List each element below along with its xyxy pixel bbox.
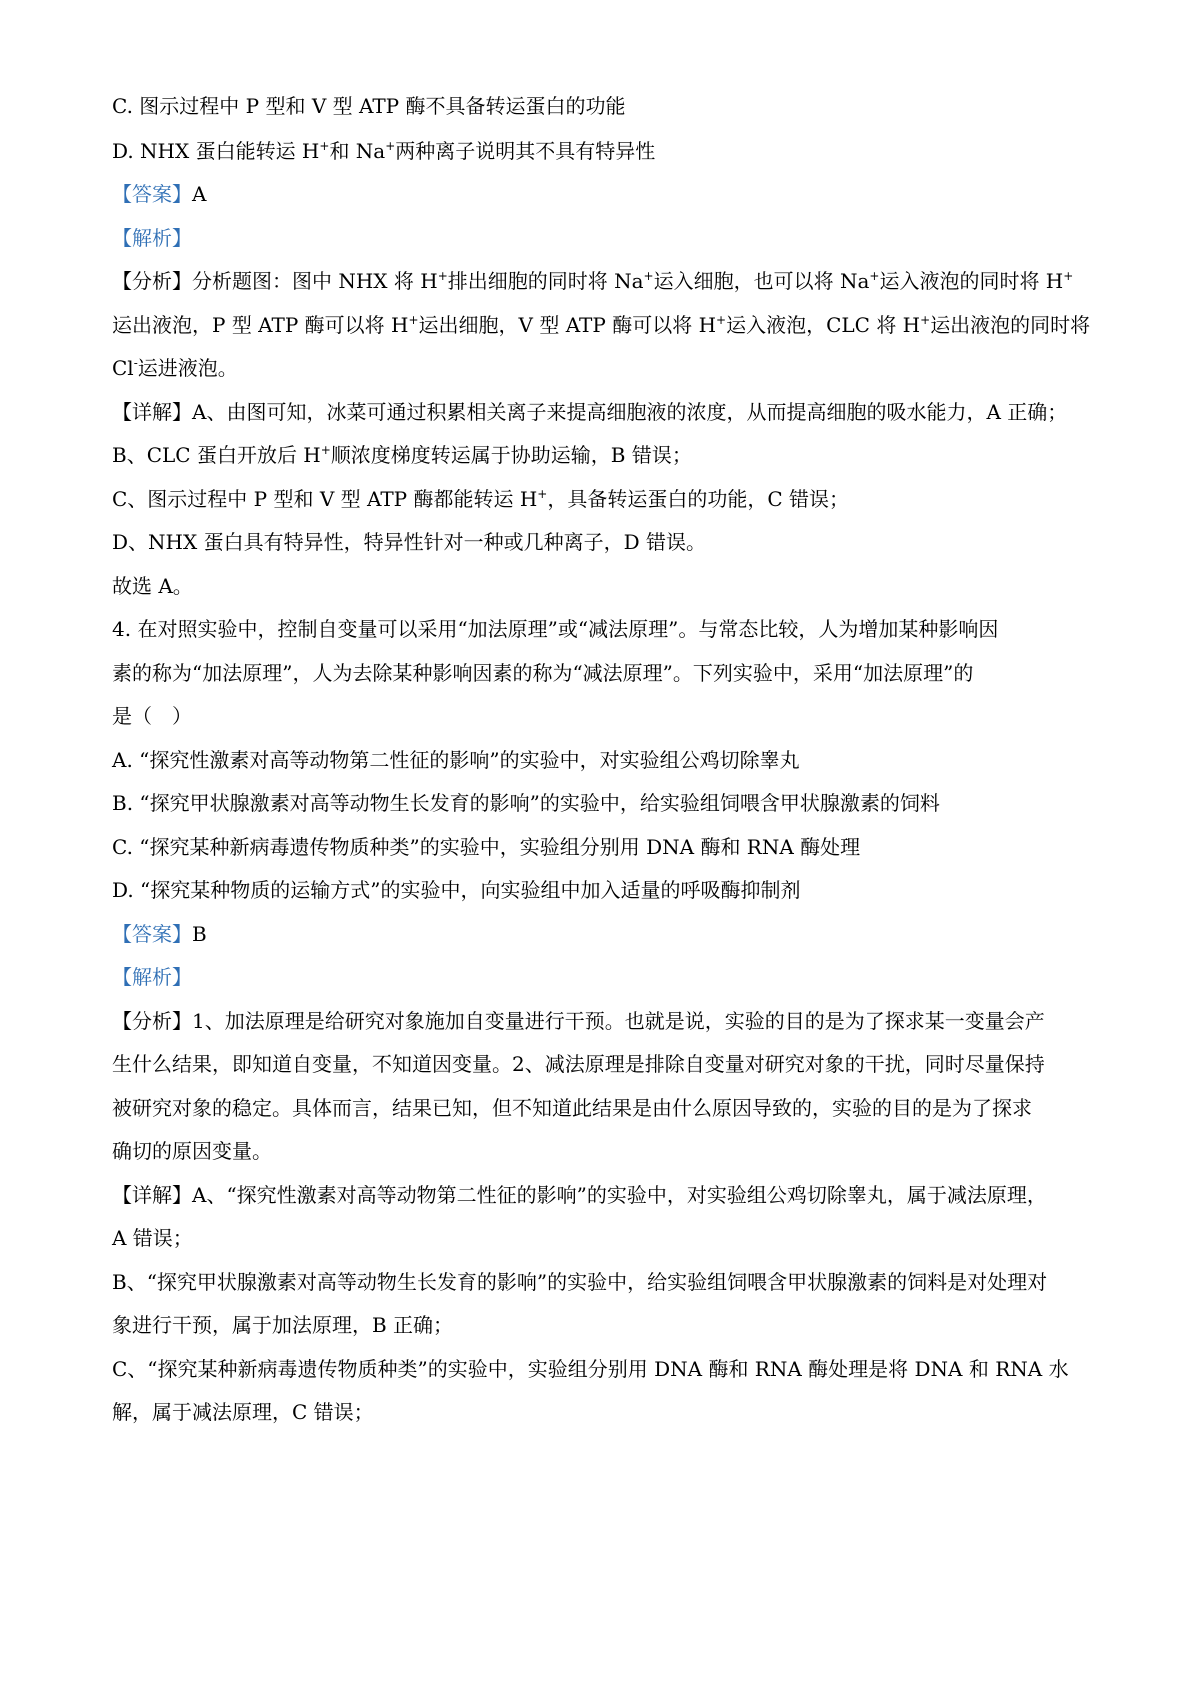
detail-line-a: A 错误；	[112, 1226, 193, 1250]
q4-option-d: D. “探究某种物质的运输方式”的实验中，向实验组中加入适量的呼吸酶抑制剂	[112, 878, 801, 902]
question-4-stem: 是（ ）	[112, 704, 192, 728]
analysis-paragraph-line: 被研究对象的稳定。具体而言，结果已知，但不知道此结果是由什么原因导致的，实验的目的是为了探求	[112, 1096, 1032, 1120]
option-d-text: D. NHX 蛋白能转运 H+和 Na+两种离子说明其不具有特异性	[112, 139, 656, 163]
analysis-heading: 【解析】	[112, 965, 192, 989]
analysis-heading: 【解析】	[112, 226, 192, 250]
analysis-paragraph-line: Cl-运进液泡。	[112, 356, 238, 380]
detail-line-c: C、“探究某种新病毒遗传物质种类”的实验中，实验组分别用 DNA 酶和 RNA 酶处理是将 DNA 和 RNA 水	[112, 1357, 1069, 1381]
q4-option-a: A. “探究性激素对高等动物第二性征的影响”的实验中，对实验组公鸡切除睾丸	[112, 748, 800, 772]
detail-line-d: D、NHX 蛋白具有特异性，特异性针对一种或几种离子，D 错误。	[112, 530, 706, 554]
detail-line-c: C、图示过程中 P 型和 V 型 ATP 酶都能转运 H+，具备转运蛋白的功能，C 错误；	[112, 487, 850, 511]
q4-option-c: C. “探究某种新病毒遗传物质种类”的实验中，实验组分别用 DNA 酶和 RNA 酶处理	[112, 835, 861, 859]
question-4-stem: 4. 在对照实验中，控制自变量可以采用“加法原理”或“减法原理”。与常态比较，人为增加某种影响因	[112, 617, 999, 641]
detail-line-a: 【详解】A、“探究性激素对高等动物第二性征的影响”的实验中，对实验组公鸡切除睾丸，属于减法原理，	[112, 1183, 1047, 1207]
conclusion-line: 故选 A。	[112, 574, 193, 598]
detail-line-b: B、“探究甲状腺激素对高等动物生长发育的影响”的实验中，给实验组饲喂含甲状腺激素的饲料是对处理对	[112, 1270, 1048, 1294]
q4-option-b: B. “探究甲状腺激素对高等动物生长发育的影响”的实验中，给实验组饲喂含甲状腺激素的饲料	[112, 791, 940, 815]
question-4-stem: 素的称为“加法原理”，人为去除某种影响因素的称为“减法原理”。下列实验中，采用“加法原理”的	[112, 661, 974, 685]
analysis-paragraph-line: 【分析】1、加法原理是给研究对象施加自变量进行干预。也就是说，实验的目的是为了探求某一变量会产	[112, 1009, 1045, 1033]
detail-line-c: 解，属于减法原理，C 错误；	[112, 1400, 374, 1424]
answer-line: 【答案】A	[112, 182, 207, 206]
option-c-text: C. 图示过程中 P 型和 V 型 ATP 酶不具备转运蛋白的功能	[112, 94, 626, 118]
detail-line-b: 象进行干预，属于加法原理，B 正确；	[112, 1313, 454, 1337]
analysis-paragraph-line: 确切的原因变量。	[112, 1139, 272, 1163]
detail-line-a: 【详解】A、由图可知，冰菜可通过积累相关离子来提高细胞液的浓度，从而提高细胞的吸水能力，A 正确；	[112, 400, 1068, 424]
analysis-paragraph-line: 【分析】分析题图：图中 NHX 将 H+排出细胞的同时将 Na+运入细胞，也可以将 Na+运入液泡的同时将 H+	[112, 269, 1074, 293]
analysis-paragraph-line: 运出液泡，P 型 ATP 酶可以将 H+运出细胞，V 型 ATP 酶可以将 H+运入液泡，CLC 将 H+运出液泡的同时将	[112, 313, 1091, 337]
analysis-paragraph-line: 生什么结果，即知道自变量，不知道因变量。2、减法原理是排除自变量对研究对象的干扰，同时尽量保持	[112, 1052, 1045, 1076]
detail-line-b: B、CLC 蛋白开放后 H+顺浓度梯度转运属于协助运输，B 错误；	[112, 443, 692, 467]
answer-tag: 【答案】	[112, 182, 192, 206]
answer-tag: 【答案】	[112, 922, 192, 946]
answer-line: 【答案】B	[112, 922, 207, 946]
